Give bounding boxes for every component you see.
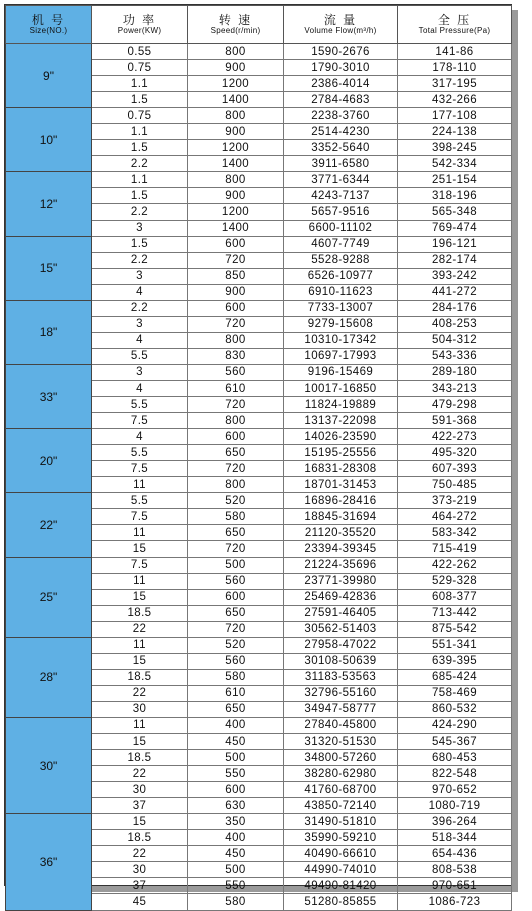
speed-cell: 500: [188, 557, 284, 573]
power-cell: 1.5: [92, 140, 188, 156]
speed-cell: 900: [188, 188, 284, 204]
power-cell: 7.5: [92, 461, 188, 477]
pressure-cell: 822-548: [398, 766, 512, 782]
speed-cell: 350: [188, 814, 284, 830]
power-cell: 2.2: [92, 204, 188, 220]
speed-cell: 800: [188, 332, 284, 348]
power-cell: 7.5: [92, 509, 188, 525]
table-row: [6, 236, 512, 252]
flow-cell: 2514-4230: [284, 124, 398, 140]
power-cell: 4: [92, 380, 188, 396]
speed-cell: 1400: [188, 92, 284, 108]
flow-cell: 3352-5640: [284, 140, 398, 156]
pressure-cell: 518-344: [398, 830, 512, 846]
speed-cell: 800: [188, 44, 284, 60]
power-cell: 1.1: [92, 172, 188, 188]
speed-cell: 1200: [188, 140, 284, 156]
size-cell: 9": [6, 44, 92, 108]
size-cell: 28": [6, 637, 92, 717]
speed-cell: 560: [188, 573, 284, 589]
flow-cell: 1790-3010: [284, 60, 398, 76]
speed-cell: 650: [188, 445, 284, 461]
flow-cell: 15195-25556: [284, 445, 398, 461]
power-cell: 1.5: [92, 236, 188, 252]
table-row: [6, 300, 512, 316]
flow-cell: 10310-17342: [284, 332, 398, 348]
power-cell: 1.1: [92, 76, 188, 92]
pressure-cell: 715-419: [398, 541, 512, 557]
power-cell: 2.2: [92, 252, 188, 268]
power-cell: 3: [92, 220, 188, 236]
flow-cell: 3771-6344: [284, 172, 398, 188]
flow-cell: 49490-81420: [284, 878, 398, 894]
speed-cell: 400: [188, 717, 284, 733]
speed-cell: 650: [188, 525, 284, 541]
speed-cell: 520: [188, 493, 284, 509]
flow-column-header: 流 量 Volume Flow(m³/h): [284, 6, 398, 44]
speed-cell: 500: [188, 750, 284, 766]
flow-cell: 34947-58777: [284, 701, 398, 717]
speed-cell: 1200: [188, 204, 284, 220]
speed-cell: 800: [188, 172, 284, 188]
flow-cell: 38280-62980: [284, 766, 398, 782]
flow-cell: 25469-42836: [284, 589, 398, 605]
flow-cell: 27591-46405: [284, 605, 398, 621]
speed-cell: 800: [188, 108, 284, 124]
flow-cell: 31183-53563: [284, 669, 398, 685]
flow-cell: 21224-35696: [284, 557, 398, 573]
power-cell: 0.75: [92, 108, 188, 124]
pressure-cell: 565-348: [398, 204, 512, 220]
pressure-cell: 318-196: [398, 188, 512, 204]
speed-cell: 580: [188, 669, 284, 685]
spec-sheet: [4, 4, 512, 908]
power-cell: 18.5: [92, 830, 188, 846]
speed-cell: 600: [188, 236, 284, 252]
pressure-cell: 639-395: [398, 653, 512, 669]
speed-cell: 610: [188, 380, 284, 396]
power-cell: 0.55: [92, 44, 188, 60]
size-cell: 10": [6, 108, 92, 172]
flow-cell: 14026-23590: [284, 429, 398, 445]
flow-cell: 9196-15469: [284, 364, 398, 380]
speed-cell: 650: [188, 701, 284, 717]
table-row: [6, 814, 512, 830]
pressure-cell: 495-320: [398, 445, 512, 461]
power-cell: 30: [92, 701, 188, 717]
speed-cell: 1400: [188, 220, 284, 236]
flow-cell: 23771-39980: [284, 573, 398, 589]
power-cell: 4: [92, 332, 188, 348]
pressure-cell: 860-532: [398, 701, 512, 717]
size-cell: 15": [6, 236, 92, 300]
flow-cell: 31490-51810: [284, 814, 398, 830]
pressure-cell: 396-264: [398, 814, 512, 830]
size-cell: 36": [6, 814, 92, 910]
power-cell: 22: [92, 766, 188, 782]
size-cell: 33": [6, 364, 92, 428]
speed-cell: 500: [188, 862, 284, 878]
size-cell: 20": [6, 429, 92, 493]
pressure-cell: 196-121: [398, 236, 512, 252]
pressure-cell: 424-290: [398, 717, 512, 733]
speed-cell: 610: [188, 685, 284, 701]
speed-cell: 550: [188, 878, 284, 894]
flow-cell: 32796-55160: [284, 685, 398, 701]
power-cell: 15: [92, 814, 188, 830]
pressure-cell: 317-195: [398, 76, 512, 92]
flow-cell: 6600-11102: [284, 220, 398, 236]
pressure-cell: 808-538: [398, 862, 512, 878]
speed-cell: 800: [188, 413, 284, 429]
pressure-cell: 422-273: [398, 429, 512, 445]
table-row: [6, 364, 512, 380]
flow-cell: 23394-39345: [284, 541, 398, 557]
power-cell: 3: [92, 364, 188, 380]
table-header: [6, 6, 512, 44]
power-cell: 3: [92, 268, 188, 284]
pressure-cell: 551-341: [398, 637, 512, 653]
pressure-column-header: 全 压 Total Pressure(Pa): [398, 6, 512, 44]
table-row: [6, 637, 512, 653]
flow-cell: 27958-47022: [284, 637, 398, 653]
power-cell: 3: [92, 316, 188, 332]
speed-cell: 1400: [188, 156, 284, 172]
flow-cell: 9279-15608: [284, 316, 398, 332]
size-cell: 25": [6, 557, 92, 637]
table-row: [6, 44, 512, 60]
speed-cell: 450: [188, 846, 284, 862]
flow-cell: 30562-51403: [284, 621, 398, 637]
power-cell: 1.5: [92, 92, 188, 108]
power-cell: 11: [92, 477, 188, 493]
power-column-header: 功 率 Power(KW): [92, 6, 188, 44]
speed-cell: 600: [188, 782, 284, 798]
power-cell: 1.5: [92, 188, 188, 204]
pressure-cell: 654-436: [398, 846, 512, 862]
flow-cell: 27840-45800: [284, 717, 398, 733]
pressure-cell: 1080-719: [398, 798, 512, 814]
pressure-cell: 529-328: [398, 573, 512, 589]
size-column-header: 机 号 Size(NO.): [6, 6, 92, 44]
table-row: [6, 429, 512, 445]
flow-cell: 35990-59210: [284, 830, 398, 846]
flow-cell: 21120-35520: [284, 525, 398, 541]
speed-column-header: 转 速 Speed(r/min): [188, 6, 284, 44]
power-cell: 5.5: [92, 348, 188, 364]
pressure-cell: 441-272: [398, 284, 512, 300]
speed-cell: 800: [188, 477, 284, 493]
pressure-cell: 542-334: [398, 156, 512, 172]
power-cell: 15: [92, 734, 188, 750]
power-cell: 11: [92, 717, 188, 733]
flow-cell: 10017-16850: [284, 380, 398, 396]
speed-cell: 900: [188, 124, 284, 140]
pressure-cell: 289-180: [398, 364, 512, 380]
flow-cell: 4607-7749: [284, 236, 398, 252]
power-cell: 15: [92, 653, 188, 669]
table-row: [6, 717, 512, 733]
pressure-cell: 680-453: [398, 750, 512, 766]
flow-cell: 18845-31694: [284, 509, 398, 525]
pressure-cell: 422-262: [398, 557, 512, 573]
pressure-cell: 750-485: [398, 477, 512, 493]
pressure-cell: 373-219: [398, 493, 512, 509]
speed-cell: 630: [188, 798, 284, 814]
flow-cell: 2238-3760: [284, 108, 398, 124]
flow-cell: 34800-57260: [284, 750, 398, 766]
power-cell: 22: [92, 685, 188, 701]
pressure-cell: 591-368: [398, 413, 512, 429]
pressure-cell: 769-474: [398, 220, 512, 236]
speed-cell: 560: [188, 364, 284, 380]
flow-cell: 11824-19889: [284, 397, 398, 413]
flow-cell: 16896-28416: [284, 493, 398, 509]
size-cell: 18": [6, 300, 92, 364]
power-cell: 22: [92, 846, 188, 862]
speed-cell: 850: [188, 268, 284, 284]
power-cell: 18.5: [92, 750, 188, 766]
power-cell: 37: [92, 878, 188, 894]
power-cell: 22: [92, 621, 188, 637]
pressure-cell: 545-367: [398, 734, 512, 750]
speed-cell: 520: [188, 637, 284, 653]
power-cell: 37: [92, 798, 188, 814]
speed-cell: 900: [188, 60, 284, 76]
power-cell: 4: [92, 429, 188, 445]
speed-cell: 1200: [188, 76, 284, 92]
pressure-cell: 408-253: [398, 316, 512, 332]
pressure-cell: 432-266: [398, 92, 512, 108]
table-row: [6, 172, 512, 188]
power-cell: 1.1: [92, 124, 188, 140]
power-cell: 15: [92, 541, 188, 557]
pressure-cell: 685-424: [398, 669, 512, 685]
pressure-cell: 284-176: [398, 300, 512, 316]
flow-cell: 18701-31453: [284, 477, 398, 493]
pressure-cell: 1086-723: [398, 894, 512, 910]
pressure-cell: 583-342: [398, 525, 512, 541]
power-cell: 0.75: [92, 60, 188, 76]
fan-spec-table: [5, 5, 512, 911]
speed-cell: 600: [188, 589, 284, 605]
power-cell: 2.2: [92, 300, 188, 316]
speed-cell: 580: [188, 509, 284, 525]
pressure-cell: 758-469: [398, 685, 512, 701]
flow-cell: 30108-50639: [284, 653, 398, 669]
pressure-cell: 251-154: [398, 172, 512, 188]
speed-cell: 720: [188, 461, 284, 477]
speed-cell: 720: [188, 252, 284, 268]
flow-cell: 2386-4014: [284, 76, 398, 92]
pressure-cell: 282-174: [398, 252, 512, 268]
flow-cell: 6526-10977: [284, 268, 398, 284]
pressure-cell: 177-108: [398, 108, 512, 124]
table-row: [6, 108, 512, 124]
power-cell: 30: [92, 862, 188, 878]
table-body: [6, 44, 512, 911]
pressure-cell: 178-110: [398, 60, 512, 76]
pressure-cell: 607-393: [398, 461, 512, 477]
speed-cell: 450: [188, 734, 284, 750]
pressure-cell: 479-298: [398, 397, 512, 413]
flow-cell: 43850-72140: [284, 798, 398, 814]
pressure-cell: 504-312: [398, 332, 512, 348]
flow-cell: 7733-13007: [284, 300, 398, 316]
power-cell: 2.2: [92, 156, 188, 172]
power-cell: 18.5: [92, 669, 188, 685]
flow-cell: 4243-7137: [284, 188, 398, 204]
pressure-cell: 224-138: [398, 124, 512, 140]
speed-cell: 720: [188, 316, 284, 332]
flow-cell: 1590-2676: [284, 44, 398, 60]
speed-cell: 720: [188, 541, 284, 557]
size-cell: 30": [6, 717, 92, 813]
size-cell: 22": [6, 493, 92, 557]
pressure-cell: 398-245: [398, 140, 512, 156]
speed-cell: 720: [188, 621, 284, 637]
pressure-cell: 543-336: [398, 348, 512, 364]
speed-cell: 900: [188, 284, 284, 300]
power-cell: 4: [92, 284, 188, 300]
pressure-cell: 141-86: [398, 44, 512, 60]
power-cell: 30: [92, 782, 188, 798]
flow-cell: 6910-11623: [284, 284, 398, 300]
table-row: [6, 493, 512, 509]
speed-cell: 550: [188, 766, 284, 782]
pressure-cell: 970-652: [398, 782, 512, 798]
flow-cell: 41760-68700: [284, 782, 398, 798]
flow-cell: 51280-85855: [284, 894, 398, 910]
flow-cell: 31320-51530: [284, 734, 398, 750]
speed-cell: 720: [188, 397, 284, 413]
power-cell: 7.5: [92, 413, 188, 429]
flow-cell: 5528-9288: [284, 252, 398, 268]
speed-cell: 560: [188, 653, 284, 669]
power-cell: 11: [92, 573, 188, 589]
flow-cell: 44990-74010: [284, 862, 398, 878]
pressure-cell: 875-542: [398, 621, 512, 637]
size-cell: 12": [6, 172, 92, 236]
speed-cell: 400: [188, 830, 284, 846]
flow-cell: 13137-22098: [284, 413, 398, 429]
power-cell: 11: [92, 637, 188, 653]
flow-cell: 2784-4683: [284, 92, 398, 108]
power-cell: 5.5: [92, 445, 188, 461]
pressure-cell: 393-242: [398, 268, 512, 284]
pressure-cell: 713-442: [398, 605, 512, 621]
pressure-cell: 464-272: [398, 509, 512, 525]
speed-cell: 600: [188, 300, 284, 316]
power-cell: 7.5: [92, 557, 188, 573]
power-cell: 5.5: [92, 493, 188, 509]
power-cell: 45: [92, 894, 188, 910]
power-cell: 18.5: [92, 605, 188, 621]
speed-cell: 650: [188, 605, 284, 621]
flow-cell: 16831-28308: [284, 461, 398, 477]
power-cell: 5.5: [92, 397, 188, 413]
pressure-cell: 970-651: [398, 878, 512, 894]
speed-cell: 600: [188, 429, 284, 445]
pressure-cell: 608-377: [398, 589, 512, 605]
flow-cell: 5657-9516: [284, 204, 398, 220]
power-cell: 15: [92, 589, 188, 605]
flow-cell: 3911-6580: [284, 156, 398, 172]
flow-cell: 40490-66610: [284, 846, 398, 862]
speed-cell: 830: [188, 348, 284, 364]
power-cell: 11: [92, 525, 188, 541]
table-row: [6, 557, 512, 573]
flow-cell: 10697-17993: [284, 348, 398, 364]
speed-cell: 580: [188, 894, 284, 910]
pressure-cell: 343-213: [398, 380, 512, 396]
